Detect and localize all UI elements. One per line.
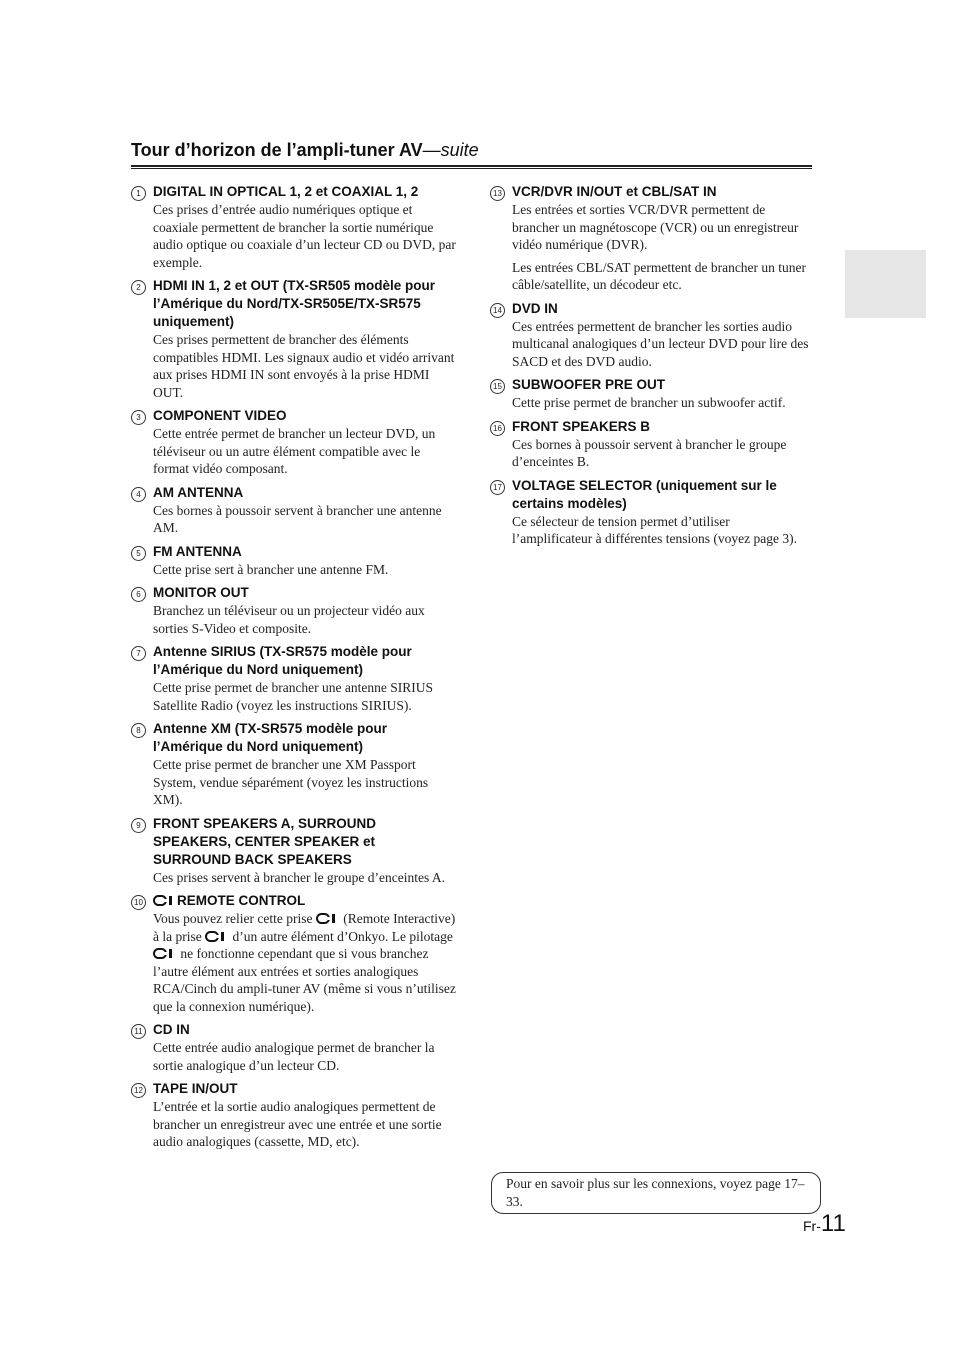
- item-body-second: Les entrées CBL/SAT permettent de brancher un tuner câble/satellite, un décodeur etc.: [512, 259, 807, 292]
- list-item: [490, 477, 812, 548]
- item-body: Ces entrées permettent de brancher les sorties audio multicanal analogiques d’un lecteur DVD pour lire des SACD et des DVD audio.: [512, 318, 809, 369]
- item-title: VCR/DVR IN/OUT et CBL/SAT IN: [512, 184, 717, 199]
- item-title: Antenne SIRIUS (TX-SR575 modèle pour l’Amérique du Nord uniquement): [153, 644, 412, 677]
- ri-logo-icon: [153, 948, 175, 959]
- ri-logo-icon: [316, 913, 338, 924]
- body-part: Vous pouvez relier cette prise: [153, 911, 316, 926]
- ri-logo-icon: [205, 931, 227, 942]
- item-title: DIGITAL IN OPTICAL 1, 2 et COAXIAL 1, 2: [153, 184, 419, 199]
- list-item: [490, 183, 812, 294]
- list-item: [490, 418, 812, 471]
- list-item: [131, 643, 456, 714]
- item-body: Ces prises servent à brancher le groupe d’enceintes A.: [153, 869, 446, 885]
- body-part: d’un autre élément d’Onkyo. Le pilotage: [229, 928, 453, 944]
- item-title: AM ANTENNA: [153, 484, 244, 500]
- list-item: [131, 277, 456, 401]
- list-item: [131, 407, 456, 478]
- item-body: [153, 910, 456, 1015]
- item-title: HDMI IN 1, 2 et OUT (TX-SR505 modèle pour l’Amérique du Nord/TX-SR505E/TX-SR575 uniquement): [153, 278, 436, 329]
- item-number: 5: [131, 546, 146, 561]
- item-number: 15: [490, 379, 505, 394]
- item-body: Ces bornes à poussoir servent à brancher le groupe d’enceintes B.: [512, 436, 787, 469]
- connections-note: Pour en savoir plus sur les connexions, voyez page 17–33.: [491, 1172, 821, 1214]
- item-body: Les entrées et sorties VCR/DVR permettent de brancher un magnétoscope (VCR) ou un enregistreur vidéo numérique (DVR).: [512, 202, 799, 252]
- list-item: [131, 1080, 456, 1151]
- item-body: L’entrée et la sortie audio analogiques permettent de brancher un enregistreur avec une entrée et une sortie audio analogiques (cassette, MD, etc).: [153, 1099, 442, 1149]
- item-number: 10: [131, 895, 146, 910]
- list-item: [131, 584, 456, 637]
- item-body: Ces prises d’entrée audio numériques optique et coaxiale permettent de brancher la sortie numérique audio optique ou coaxiale d’un lecteur CD ou DVD, par exemple.: [153, 202, 456, 270]
- page-number: [803, 1210, 846, 1238]
- item-title-text: REMOTE CONTROL: [177, 893, 306, 908]
- right-column: [490, 183, 812, 554]
- item-number: 14: [490, 303, 505, 318]
- header-rule: [131, 165, 812, 169]
- item-title: FRONT SPEAKERS B: [512, 418, 651, 434]
- list-item: [131, 183, 456, 271]
- list-item: [490, 376, 812, 412]
- item-body: Branchez un téléviseur ou un projecteur vidéo aux sorties S-Video et composite.: [153, 603, 425, 636]
- page-title: [131, 140, 479, 161]
- page-number-digits: 11: [820, 1210, 846, 1237]
- item-title: VOLTAGE SELECTOR (uniquement sur le certains modèles): [512, 477, 777, 511]
- item-number: 4: [131, 487, 146, 502]
- item-title: MONITOR OUT: [153, 585, 249, 600]
- item-title: FRONT SPEAKERS A, SURROUND SPEAKERS, CENTER SPEAKER et SURROUND BACK SPEAKERS: [153, 815, 377, 867]
- item-body: Cette entrée audio analogique permet de brancher la sortie analogique d’un lecteur CD.: [153, 1040, 435, 1073]
- item-body: Ces prises permettent de brancher des éléments compatibles HDMI. Les signaux audio et vidéo arrivant aux prises HDMI IN sont envoyés à la prise HDMI OUT.: [153, 332, 455, 400]
- body-part: (Remote Interactive) à la prise: [153, 911, 456, 944]
- page-title-text: Tour d’horizon de l’ampli-tuner AV: [131, 140, 423, 160]
- item-body: Ce sélecteur de tension permet d’utiliser l’amplificateur à différentes tensions (voyez page 3).: [512, 513, 798, 546]
- list-item: [131, 815, 456, 887]
- item-title: TAPE IN/OUT: [153, 1081, 238, 1096]
- item-body: Cette prise permet de brancher une XM Passport System, vendue séparément (voyez les instructions XM).: [153, 757, 429, 807]
- item-number: 13: [490, 186, 505, 201]
- list-item: [490, 300, 812, 371]
- item-title: FM ANTENNA: [153, 543, 242, 559]
- left-column: [131, 183, 456, 1157]
- list-item: [131, 720, 456, 809]
- item-title: Antenne XM (TX-SR575 modèle pour l’Amérique du Nord uniquement): [153, 721, 388, 754]
- list-item: [131, 1021, 456, 1074]
- side-tab: [845, 250, 926, 318]
- item-number: 1: [131, 186, 146, 201]
- item-number: 8: [131, 723, 146, 738]
- item-number: 17: [490, 480, 505, 495]
- body-part: ne fonctionne cependant que si vous branchez l’autre élément aux entrées et sorties analogiques RCA/Cinch du ampli-tuner AV (même si vous n’utilisez que la connexion numérique).: [153, 946, 456, 1014]
- page-title-suffix: —suite: [422, 140, 479, 160]
- item-number: 2: [131, 280, 146, 295]
- item-number: 6: [131, 587, 146, 602]
- list-item-remote-control: [131, 892, 456, 1015]
- item-number: 12: [131, 1083, 146, 1098]
- item-body: Cette entrée permet de brancher un lecteur DVD, un téléviseur ou un autre élément compatible avec le format vidéo composant.: [153, 426, 436, 476]
- item-body: Cette prise permet de brancher un subwoofer actif.: [512, 395, 786, 410]
- page-number-prefix: Fr-: [803, 1218, 821, 1234]
- item-number: 11: [131, 1024, 146, 1039]
- item-number: 16: [490, 421, 505, 436]
- item-body: Cette prise permet de brancher une antenne SIRIUS Satellite Radio (voyez les instructions SIRIUS).: [153, 680, 434, 713]
- item-title: [153, 892, 456, 910]
- item-title: CD IN: [153, 1022, 190, 1037]
- list-item: [131, 484, 456, 537]
- list-item: [131, 543, 456, 579]
- item-number: 7: [131, 646, 146, 661]
- item-body: Ces bornes à poussoir servent à brancher une antenne AM.: [153, 502, 442, 535]
- item-body: Cette prise sert à brancher une antenne FM.: [153, 561, 389, 577]
- item-number: 9: [131, 818, 146, 833]
- item-title: DVD IN: [512, 300, 558, 316]
- item-title: COMPONENT VIDEO: [153, 408, 287, 423]
- item-title: SUBWOOFER PRE OUT: [512, 377, 666, 392]
- item-number: 3: [131, 410, 146, 425]
- ri-logo-icon: [153, 895, 175, 906]
